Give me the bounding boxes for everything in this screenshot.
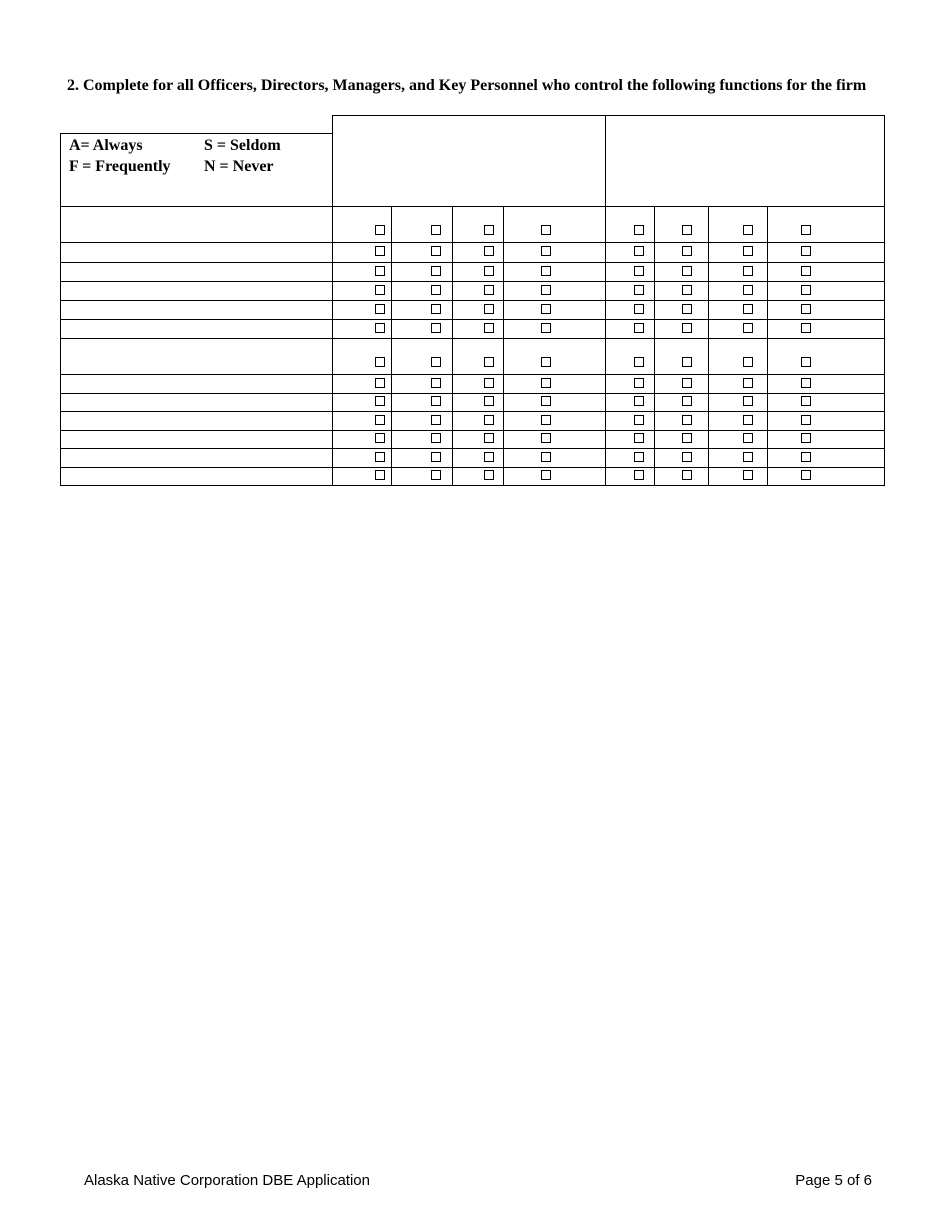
column-divider bbox=[452, 206, 453, 485]
row-divider bbox=[60, 319, 885, 320]
function-checkbox[interactable] bbox=[634, 470, 644, 480]
function-checkbox[interactable] bbox=[801, 285, 811, 295]
function-checkbox[interactable] bbox=[375, 396, 385, 406]
function-checkbox[interactable] bbox=[484, 225, 494, 235]
column-divider bbox=[654, 206, 655, 485]
function-checkbox[interactable] bbox=[743, 415, 753, 425]
function-checkbox[interactable] bbox=[801, 323, 811, 333]
function-checkbox[interactable] bbox=[541, 396, 551, 406]
function-checkbox[interactable] bbox=[484, 433, 494, 443]
function-checkbox[interactable] bbox=[634, 225, 644, 235]
function-checkbox[interactable] bbox=[484, 357, 494, 367]
row-divider bbox=[60, 300, 885, 301]
function-checkbox[interactable] bbox=[541, 470, 551, 480]
function-checkbox[interactable] bbox=[682, 415, 692, 425]
function-checkbox[interactable] bbox=[801, 225, 811, 235]
function-checkbox[interactable] bbox=[541, 266, 551, 276]
column-divider bbox=[503, 206, 504, 485]
function-checkbox[interactable] bbox=[682, 225, 692, 235]
function-checkbox[interactable] bbox=[801, 433, 811, 443]
function-checkbox[interactable] bbox=[375, 433, 385, 443]
function-checkbox[interactable] bbox=[431, 225, 441, 235]
row-divider bbox=[60, 467, 885, 468]
function-checkbox[interactable] bbox=[431, 470, 441, 480]
function-checkbox[interactable] bbox=[634, 396, 644, 406]
function-checkbox[interactable] bbox=[801, 304, 811, 314]
function-checkbox[interactable] bbox=[375, 452, 385, 462]
function-checkbox[interactable] bbox=[682, 246, 692, 256]
row-divider bbox=[60, 393, 885, 394]
function-checkbox[interactable] bbox=[743, 378, 753, 388]
function-checkbox[interactable] bbox=[541, 285, 551, 295]
function-checkbox[interactable] bbox=[541, 225, 551, 235]
function-checkbox[interactable] bbox=[484, 396, 494, 406]
function-checkbox[interactable] bbox=[743, 225, 753, 235]
function-checkbox[interactable] bbox=[743, 323, 753, 333]
function-checkbox[interactable] bbox=[431, 304, 441, 314]
table-top-border bbox=[332, 115, 885, 116]
row-divider bbox=[60, 338, 885, 339]
function-checkbox[interactable] bbox=[801, 266, 811, 276]
function-checkbox[interactable] bbox=[682, 452, 692, 462]
function-checkbox[interactable] bbox=[431, 433, 441, 443]
function-checkbox[interactable] bbox=[431, 285, 441, 295]
row-divider bbox=[60, 242, 885, 243]
function-checkbox[interactable] bbox=[375, 378, 385, 388]
function-checkbox[interactable] bbox=[431, 357, 441, 367]
function-checkbox[interactable] bbox=[431, 415, 441, 425]
function-checkbox[interactable] bbox=[634, 285, 644, 295]
row-divider bbox=[60, 262, 885, 263]
function-checkbox[interactable] bbox=[743, 396, 753, 406]
function-checkbox[interactable] bbox=[743, 470, 753, 480]
legend-never: N = Never bbox=[204, 158, 274, 175]
function-checkbox[interactable] bbox=[541, 323, 551, 333]
function-checkbox[interactable] bbox=[682, 304, 692, 314]
function-checkbox[interactable] bbox=[431, 246, 441, 256]
function-checkbox[interactable] bbox=[801, 378, 811, 388]
function-checkbox[interactable] bbox=[801, 357, 811, 367]
legend-seldom: S = Seldom bbox=[204, 137, 281, 154]
function-checkbox[interactable] bbox=[634, 433, 644, 443]
function-checkbox[interactable] bbox=[801, 396, 811, 406]
function-checkbox[interactable] bbox=[541, 357, 551, 367]
table-left-border bbox=[60, 133, 61, 486]
function-checkbox[interactable] bbox=[431, 323, 441, 333]
function-checkbox[interactable] bbox=[541, 304, 551, 314]
footer-page-number: Page 5 of 6 bbox=[795, 1172, 872, 1189]
row-divider bbox=[60, 206, 885, 207]
function-checkbox[interactable] bbox=[743, 285, 753, 295]
function-checkbox[interactable] bbox=[375, 470, 385, 480]
function-checkbox[interactable] bbox=[634, 452, 644, 462]
column-divider bbox=[708, 206, 709, 485]
function-checkbox[interactable] bbox=[484, 285, 494, 295]
function-checkbox[interactable] bbox=[484, 378, 494, 388]
function-checkbox[interactable] bbox=[375, 225, 385, 235]
function-checkbox[interactable] bbox=[801, 452, 811, 462]
function-checkbox[interactable] bbox=[743, 452, 753, 462]
function-checkbox[interactable] bbox=[484, 415, 494, 425]
function-checkbox[interactable] bbox=[375, 357, 385, 367]
function-checkbox[interactable] bbox=[431, 378, 441, 388]
function-checkbox[interactable] bbox=[375, 323, 385, 333]
legend-top-border bbox=[60, 133, 332, 134]
row-divider bbox=[60, 411, 885, 412]
column-divider bbox=[767, 206, 768, 485]
function-checkbox[interactable] bbox=[634, 304, 644, 314]
function-checkbox[interactable] bbox=[541, 246, 551, 256]
function-checkbox[interactable] bbox=[431, 266, 441, 276]
function-checkbox[interactable] bbox=[743, 357, 753, 367]
function-checkbox[interactable] bbox=[375, 266, 385, 276]
function-checkbox[interactable] bbox=[743, 433, 753, 443]
function-checkbox[interactable] bbox=[484, 452, 494, 462]
function-checkbox[interactable] bbox=[682, 470, 692, 480]
function-checkbox[interactable] bbox=[743, 246, 753, 256]
row-divider bbox=[60, 485, 885, 486]
function-checkbox[interactable] bbox=[375, 304, 385, 314]
function-checkbox[interactable] bbox=[801, 246, 811, 256]
function-checkbox[interactable] bbox=[682, 323, 692, 333]
function-checkbox[interactable] bbox=[682, 266, 692, 276]
function-checkbox[interactable] bbox=[682, 433, 692, 443]
function-checkbox[interactable] bbox=[801, 470, 811, 480]
function-checkbox[interactable] bbox=[541, 415, 551, 425]
function-checkbox[interactable] bbox=[634, 266, 644, 276]
function-checkbox[interactable] bbox=[541, 433, 551, 443]
function-checkbox[interactable] bbox=[682, 285, 692, 295]
function-checkbox[interactable] bbox=[484, 246, 494, 256]
function-checkbox[interactable] bbox=[682, 396, 692, 406]
function-checkbox[interactable] bbox=[484, 266, 494, 276]
function-checkbox[interactable] bbox=[743, 266, 753, 276]
row-divider bbox=[60, 430, 885, 431]
row-divider bbox=[60, 448, 885, 449]
function-checkbox[interactable] bbox=[541, 452, 551, 462]
function-checkbox[interactable] bbox=[634, 378, 644, 388]
function-checkbox[interactable] bbox=[375, 415, 385, 425]
function-checkbox[interactable] bbox=[634, 323, 644, 333]
section-heading: 2. Complete for all Officers, Directors, Managers, and Key Personnel who control the following functions for the firm bbox=[67, 77, 867, 94]
row-divider bbox=[60, 281, 885, 282]
function-checkbox[interactable] bbox=[375, 246, 385, 256]
function-checkbox[interactable] bbox=[634, 415, 644, 425]
function-checkbox[interactable] bbox=[682, 378, 692, 388]
function-checkbox[interactable] bbox=[375, 285, 385, 295]
function-checkbox[interactable] bbox=[431, 396, 441, 406]
function-checkbox[interactable] bbox=[743, 304, 753, 314]
column-divider bbox=[391, 206, 392, 485]
function-checkbox[interactable] bbox=[431, 452, 441, 462]
legend-always: A= Always bbox=[69, 137, 143, 154]
function-checkbox[interactable] bbox=[801, 415, 811, 425]
footer-document-title: Alaska Native Corporation DBE Application bbox=[84, 1172, 370, 1189]
function-checkbox[interactable] bbox=[541, 378, 551, 388]
legend-frequently: F = Frequently bbox=[69, 158, 171, 175]
function-checkbox[interactable] bbox=[484, 304, 494, 314]
function-checkbox[interactable] bbox=[634, 246, 644, 256]
function-checkbox[interactable] bbox=[634, 357, 644, 367]
row-divider bbox=[60, 374, 885, 375]
function-checkbox[interactable] bbox=[484, 323, 494, 333]
function-checkbox[interactable] bbox=[682, 357, 692, 367]
function-checkbox[interactable] bbox=[484, 470, 494, 480]
